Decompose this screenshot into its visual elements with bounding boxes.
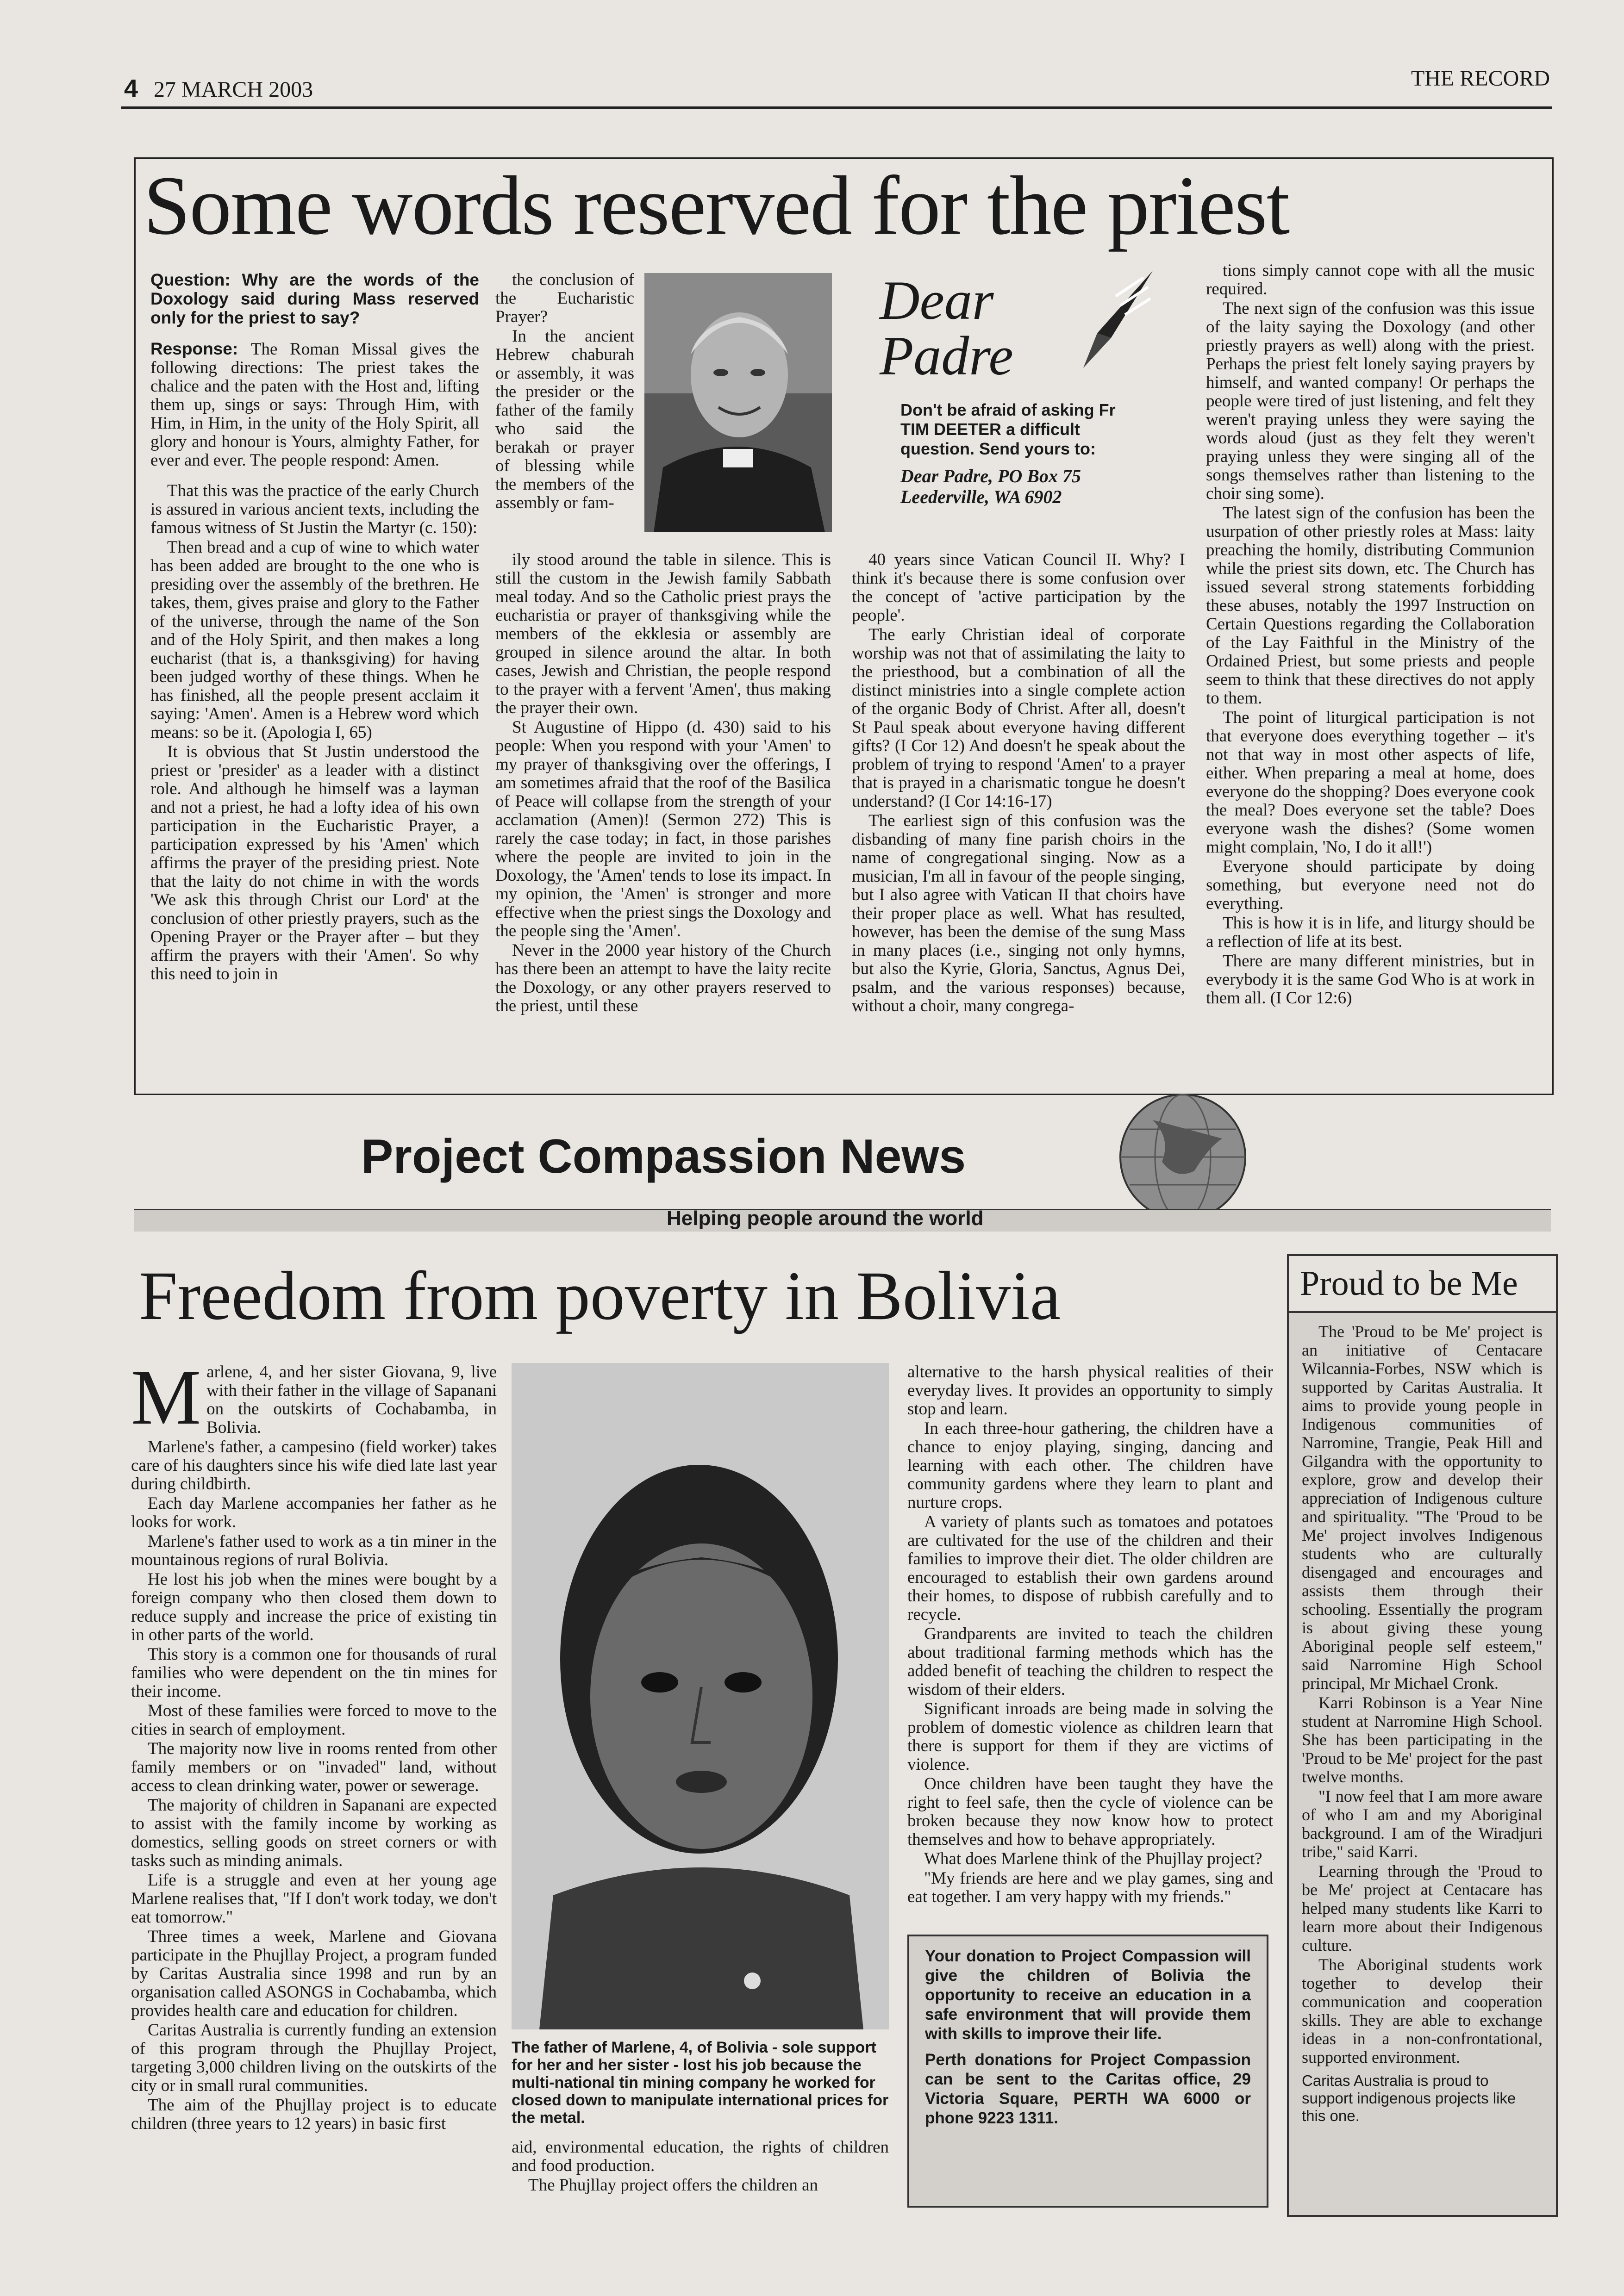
page-number: 4 (124, 75, 138, 102)
priest-portrait-icon (644, 273, 832, 532)
paragraph: The point of liturgical participation is not that everyone does everything together – it's not that way in most other aspects of life, either. When preparing a meal at home, does everyone do the shopping? Does everyone cook the meal? Does everyone set the table? Does everyone wash the dishes? (Some women might complain, 'No, I do it all!') (1206, 708, 1535, 857)
donation-paragraph: Perth donations for Project Compassion can be sent to the Caritas office, 29 Victoria Square, PERTH WA 6000 or phone 9223 1311. (925, 2051, 1251, 2127)
paragraph: That this was the practice of the early Church is assured in various ancient texts, including the famous witness of St Justin the Martyr (c. 150): (150, 481, 479, 537)
paragraph: This story is a common one for thousands of rural families who were dependent on the tin mines for their income. (131, 1645, 497, 1701)
paragraph: Marlene's father used to work as a tin miner in the mountainous regions of rural Bolivia. (131, 1532, 497, 1569)
paragraph: St Augustine of Hippo (d. 430) said to his people: When you respond with your 'Amen' to my prayer of thanksgiving over the offerings, I am sometimes afraid that the roof of the Basilica of Peace will collapse from the strength of your acclamation (Amen)! (Sermon 272) This is rarely the case today; in fact, in those parishes where the people are invited to join in the Doxology, the 'Amen' tends to lose its impact. In my opinion, the 'Amen' is stronger and more effective when the priest sings the Doxology and the people sing the 'Amen'. (495, 718, 831, 940)
paragraph: arlene, 4, and her sister Giovana, 9, live with their father in the village of Sapanani on the outskirts of Cochabamba, in Bolivia. (206, 1363, 497, 1437)
publication-name: THE RECORD (1411, 66, 1550, 91)
paragraph: In each three-hour gathering, the children have a chance to enjoy playing, singing, dancing and learning with each other. The children have community gardens where they learn to plant and nurture crops. (907, 1419, 1273, 1512)
paragraph: Question: Why are the words of the Doxology said during Mass reserved only for the priest to say? (150, 270, 479, 327)
article1-column-4 (1206, 261, 1535, 1008)
article2-column-3 (907, 1363, 1273, 1907)
paragraph: The majority of children in Sapanani are expected to assist with the family income by working as domestics, selling goods on street corners or with tasks such as minding animals. (131, 1796, 497, 1870)
globe-icon (1102, 1088, 1264, 1226)
donation-paragraph: Your donation to Project Compassion will give the children of Bolivia the opportunity to receive an education in a safe environment that will provide them with skills to improve their life. (925, 1947, 1251, 2043)
paragraph: In the ancient Hebrew chaburah or assembly, it was the presider or the father of the family who said the berakah or prayer of blessing while the members of the assembly or fam- (495, 327, 634, 512)
paragraph: "My friends are here and we play games, sing and eat together. I am very happy with my friends." (907, 1869, 1273, 1906)
paragraph: The next sign of the confusion was this issue of the laity saying the Doxology (and other priestly prayers as well) along with the priest. Perhaps the priest felt lonely saying prayers by himself, and wanted company! Or perhaps the people were tired of just listening, and felt they weren't praying unless they were saying the words aloud (just as they felt they weren't praying unless they were singing all of the songs themselves rather than listening to the choir sing some). (1206, 299, 1535, 503)
dear-padre-invitation: Don't be afraid of asking Fr TIM DEETER a difficult question. Send yours to: (900, 400, 1116, 458)
sidebar-paragraph: Karri Robinson is a Year Nine student at Narromine High School. She has been participating in the 'Proud to be Me' project for the past twelve months. (1302, 1693, 1543, 1786)
section-title: Project Compassion News (361, 1130, 966, 1183)
dear-padre-logo-dear: Dear (880, 269, 994, 331)
drop-cap: M (131, 1354, 201, 1441)
sidebar-paragraph: Learning through the 'Proud to be Me' project at Centacare has helped many students like Karri to learn more about their Indigenous culture. (1302, 1862, 1543, 1954)
paragraph: The Phujllay project offers the children an (528, 2176, 818, 2195)
paragraph: Everyone should participate by doing something, but everyone need not do everything. (1206, 857, 1535, 913)
dear-padre-logo (870, 268, 1157, 393)
paragraph: What does Marlene think of the Phujllay project? (924, 1849, 1262, 1868)
paragraph: Never in the 2000 year history of the Church has there been an attempt to have the laity recite the Doxology, or any other prayers reserved to the priest, until these (495, 941, 831, 1015)
sidebar-title: Proud to be Me (1289, 1256, 1556, 1313)
article1-column-2-bottom (495, 551, 831, 1016)
donation-box (907, 1935, 1268, 2208)
marlene-photo (512, 1363, 889, 2029)
section-subtitle: Helping people around the world (667, 1207, 984, 1230)
paragraph: It is obvious that St Justin understood the priest or 'presider' as a leader with a distinct role. And although he himself was a layman and not a priest, he had a lofty idea of his own participation in the Eucharistic Prayer, a participation expressed by his 'Amen' which affirms the prayer of the presiding priest. Note that the laity do not chime in with the words 'We ask this through Christ our Lord' at the conclusion of other priestly prayers, such as the Opening Prayer or the Prayer after – but they affirm the prayers with their 'Amen'. So why this need to join in (150, 742, 479, 983)
paragraph: The early Christian ideal of corporate worship was not that of assimilating the laity to the priesthood, but a combination of all the distinct ministries into a single complete action of the organic Body of Christ. After all, doesn't St Paul speak about everyone having different gifts? (I Cor 12) And doesn't he speak about the problem of trying to respond 'Amen' to a prayer that is prayed in a charismatic tongue he doesn't understand? (I Cor 14:16-17) (852, 625, 1185, 811)
sidebar-paragraph: The 'Proud to be Me' project is an initiative of Centacare Wilcannia-Forbes, NSW which is supported by Caritas Australia. It aims to provide young people in Indigenous communities of Narromine, Trangie, Peak Hill and Gilgandra with the opportunity to explore, grow and develop their appreciation of Indigenous culture and spirituality. "The 'Proud to be Me' project involves Indigenous students who are culturally disengaged and encourages and assists them through their schooling. Essentially the program is about giving these young Aboriginal people self esteem," said Narromine High School principal, Mr Michael Cronk. (1302, 1322, 1543, 1692)
paragraph: This is how it is in life, and liturgy should be a reflection of life at its best. (1206, 914, 1535, 951)
fountain-pen-icon (1056, 268, 1157, 375)
article1-column-3 (852, 551, 1185, 1016)
dear-padre-address-1: Dear Padre, PO Box 75 (900, 466, 1081, 486)
paragraph: aid, environmental education, the rights of children and food production. (512, 2138, 889, 2175)
paragraph: The latest sign of the confusion has been the usurpation of other priestly roles at Mass: laity preaching the homily, distributing Communion while the priest sits down, etc. The Church has issued several strong statements forbidding these abuses, notably the 1997 Instruction on Certain Questions regarding the Collaboration of the Lay Faithful in the Ministry of the Ordained Priest, but some priests and people seem to think that these directives do not apply to them. (1206, 504, 1535, 708)
proud-sidebar (1287, 1254, 1558, 2217)
paragraph: Most of these families were forced to move to the cities in search of employment. (131, 1701, 497, 1739)
paragraph: 40 years since Vatican Council II. Why? I think it's because there is some confusion over the concept of 'active participation by the people'. (852, 550, 1185, 625)
paragraph: Three times a week, Marlene and Giovana participate in the Phujllay Project, a program funded by Caritas Australia since 1998 and run by an organisation called ASONGS in Cochabamba, which provides health care and education for children. (131, 1927, 497, 2020)
donation-text (925, 1947, 1251, 2128)
article1-column-2-top (495, 271, 634, 513)
article2-headline: Freedom from poverty in Bolivia (139, 1257, 1061, 1334)
paragraph: He lost his job when the mines were bought by a foreign company who then closed them down to reduce supply and increase the price of existing tin in other parts of the world. (131, 1570, 497, 1644)
paragraph-label: Question: (150, 270, 242, 289)
paragraph: Then bread and a cup of wine to which water has been added are brought to the one who is presiding over the assembly of the brethren. He takes, them, gives praise and glory to the Father of the universe, through the name of the Son and of the Holy Spirit, and then makes a long eucharist (that is, a thanksgiving) for having been judged worthy of these things. When he has finished, all the people present acclaim it saying: 'Amen'. Amen is a Hebrew word which means: so be it. (Apologia I, 65) (150, 538, 479, 742)
issue-date: 27 MARCH 2003 (154, 77, 313, 102)
paragraph: The aim of the Phujllay project is to educate children (three years to 12 years) in basic first (131, 2096, 497, 2133)
photo-caption: The father of Marlene, 4, of Bolivia - sole support for her and her sister - lost his job because the multi-national tin mining company he worked for closed down to manipulate international prices for the metal. (512, 2039, 889, 2127)
dear-padre-address-2: Leederville, WA 6902 (900, 486, 1062, 507)
paragraph: Grandparents are invited to teach the children about traditional farming methods which has the added benefit of teaching the children to respect the wisdom of their elders. (907, 1624, 1273, 1699)
running-head (124, 74, 313, 103)
paragraph: tions simply cannot cope with all the music required. (1206, 261, 1535, 299)
paragraph: Each day Marlene accompanies her father as he looks for work. (131, 1494, 497, 1531)
paragraph: Caritas Australia is currently funding an extension of this program through the Phujllay Project, targeting 3,000 children living on the outskirts of the city or in small rural communities. (131, 2021, 497, 2095)
priest-portrait-photo (644, 273, 832, 532)
article1-headline: Some words reserved for the priest (144, 159, 1289, 252)
paragraph: Life is a struggle and even at her young age Marlene realises that, "If I don't work today, we don't eat tomorrow." (131, 1871, 497, 1927)
paragraph: The earliest sign of this confusion was the disbanding of many fine parish choirs in the name of congregational singing. Now as a musician, I'm all in favour of the people singing, but I also agree with Vatican II that choirs have their proper place as well. What has resulted, however, has been the demise of the sung Mass in many places (i.e., singing not only hymns, but also the Kyrie, Gloria, Sanctus, Agnus Dei, psalm, and the various responses) because, without a choir, many congrega- (852, 811, 1185, 1015)
paragraph: the conclusion of the Eucharistic Prayer? (495, 270, 634, 326)
paragraph: There are many different ministries, but in everybody it is the same God Who is at work in them all. (I Cor 12:6) (1206, 952, 1535, 1008)
paragraph-label: Response: (150, 339, 251, 358)
paragraph: A variety of plants such as tomatoes and potatoes are cultivated for the use of the children and their families to improve their diet. The older children are encouraged to establish their own gardens around their homes, to dispose of rubbish carefully and to recycle. (907, 1512, 1273, 1624)
paragraph: ily stood around the table in silence. This is still the custom in the Jewish family Sabbath meal today. And so the Catholic priest prays the eucharistia or prayer of thanksgiving while the members of the ekklesia or assembly are grouped in silence around the altar. In both cases, Jewish and Christian, the people respond to the prayer with a fervent 'Amen', thus making the prayer their own. (495, 550, 831, 717)
paragraph: alternative to the harsh physical realities of their everyday lives. It provides an opportunity to simply stop and learn. (907, 1363, 1273, 1419)
paragraph: Response: The Roman Missal gives the following directions: The priest takes the chalice and the paten with the Host and, lifting them up, sings or says: Through Him, with Him, in Him, in the unity of the Holy Spirit, all glory and honour is Yours, almighty Father, for ever and ever. The people respond: Amen. (150, 339, 479, 470)
child-portrait-icon (512, 1363, 889, 2029)
sidebar-paragraph: The Aboriginal students work together to develop their communication and cooperation skills. They are able to exchange ideas in a non-confrontational, supported environment. (1302, 1955, 1543, 2066)
article2-column-2-bottom (512, 2138, 889, 2196)
sidebar-paragraph: "I now feel that I am more aware of who I am and my Aboriginal background. I am of the Wiradjuri tribe," said Karri. (1302, 1787, 1543, 1861)
dear-padre-logo-padre: Padre (880, 325, 1013, 386)
paragraph: Once children have been taught they have the right to feel safe, then the cycle of violence can be broken because they now know how to protect themselves and how to behave appropriately. (907, 1774, 1273, 1849)
article2-column-1 (131, 1354, 497, 2134)
sidebar-closing: Caritas Australia is proud to support indigenous projects like this one. (1302, 2072, 1516, 2124)
paragraph: Marlene's father, a campesino (field worker) takes care of his daughters since his wife died late last year during childbirth. (131, 1437, 497, 1493)
article1-column-1 (150, 271, 479, 984)
paragraph: The majority now live in rooms rented from other family members or on "invaded" land, without access to clean drinking water, power or sewerage. (131, 1739, 497, 1795)
paragraph: Significant inroads are being made in solving the problem of domestic violence as children learn that there is support for them if they are victims of violence. (907, 1699, 1273, 1774)
sidebar-body (1289, 1313, 1555, 2066)
header-rule (121, 106, 1552, 109)
